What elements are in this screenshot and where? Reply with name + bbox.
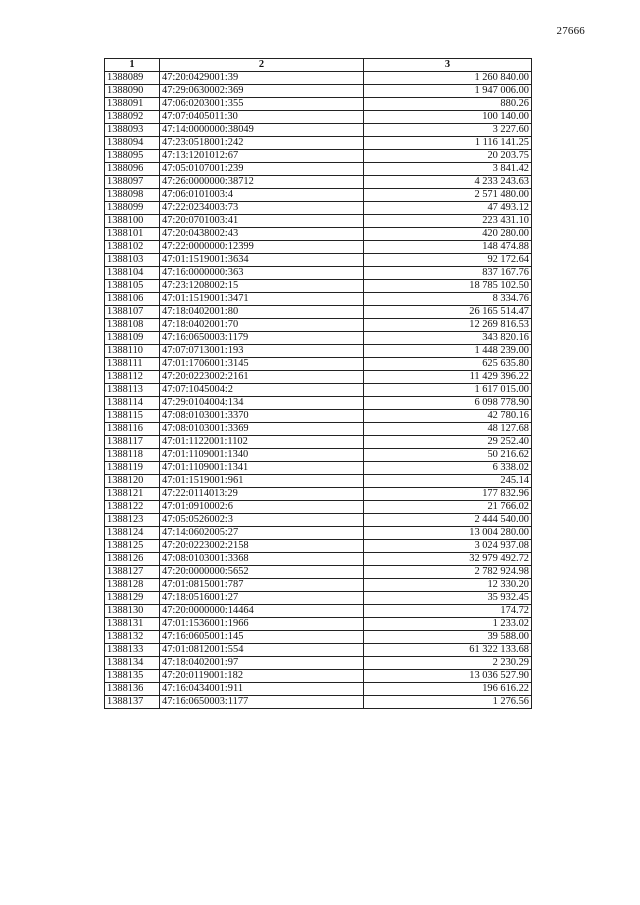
record-number-cell: 1388134 (105, 657, 160, 670)
cadastral-number-cell: 47:16:0605001:145 (160, 631, 364, 644)
cadastral-number-cell: 47:01:0815001:787 (160, 579, 364, 592)
value-cell: 20 203.75 (364, 150, 532, 163)
cadastral-number-cell: 47:08:0103001:3369 (160, 423, 364, 436)
record-number-cell: 1388131 (105, 618, 160, 631)
value-cell: 18 785 102.50 (364, 280, 532, 293)
value-cell: 13 036 527.90 (364, 670, 532, 683)
value-cell: 1 617 015.00 (364, 384, 532, 397)
table-row (105, 527, 532, 540)
cadastral-number-cell: 47:20:0438002:43 (160, 228, 364, 241)
cadastral-number-cell: 47:16:0000000:363 (160, 267, 364, 280)
table-row (105, 280, 532, 293)
cadastral-number-cell: 47:01:1706001:3145 (160, 358, 364, 371)
value-cell: 1 260 840.00 (364, 72, 532, 85)
value-cell: 12 330.20 (364, 579, 532, 592)
table-row (105, 657, 532, 670)
cadastral-number-cell: 47:01:1122001:1102 (160, 436, 364, 449)
cadastral-number-cell: 47:01:0910002:6 (160, 501, 364, 514)
value-cell: 6 098 778.90 (364, 397, 532, 410)
table-row (105, 670, 532, 683)
record-number-cell: 1388114 (105, 397, 160, 410)
cadastral-number-cell: 47:20:0000000:14464 (160, 605, 364, 618)
record-number-cell: 1388100 (105, 215, 160, 228)
registry-table (104, 58, 532, 709)
table-row (105, 436, 532, 449)
cadastral-number-cell: 47:07:1045004:2 (160, 384, 364, 397)
cadastral-number-cell: 47:01:1536001:1966 (160, 618, 364, 631)
value-cell: 29 252.40 (364, 436, 532, 449)
column-header-2: 2 (160, 59, 364, 72)
cadastral-number-cell: 47:20:0701003:41 (160, 215, 364, 228)
record-number-cell: 1388111 (105, 358, 160, 371)
cadastral-number-cell: 47:01:1519001:961 (160, 475, 364, 488)
cadastral-number-cell: 47:08:0103001:3370 (160, 410, 364, 423)
value-cell: 3 024 937.08 (364, 540, 532, 553)
value-cell: 35 932.45 (364, 592, 532, 605)
table-row (105, 319, 532, 332)
record-number-cell: 1388093 (105, 124, 160, 137)
record-number-cell: 1388126 (105, 553, 160, 566)
value-cell: 3 227.60 (364, 124, 532, 137)
record-number-cell: 1388117 (105, 436, 160, 449)
table-row (105, 98, 532, 111)
cadastral-number-cell: 47:08:0103001:3368 (160, 553, 364, 566)
value-cell: 148 474.88 (364, 241, 532, 254)
cadastral-number-cell: 47:16:0650003:1179 (160, 332, 364, 345)
cadastral-number-cell: 47:18:0516001:27 (160, 592, 364, 605)
table-row (105, 241, 532, 254)
value-cell: 6 338.02 (364, 462, 532, 475)
cadastral-number-cell: 47:29:0630002:369 (160, 85, 364, 98)
cadastral-number-cell: 47:26:0000000:38712 (160, 176, 364, 189)
table-row (105, 644, 532, 657)
record-number-cell: 1388113 (105, 384, 160, 397)
value-cell: 625 635.80 (364, 358, 532, 371)
record-number-cell: 1388091 (105, 98, 160, 111)
value-cell: 4 233 243.63 (364, 176, 532, 189)
table-row (105, 358, 532, 371)
record-number-cell: 1388116 (105, 423, 160, 436)
record-number-cell: 1388129 (105, 592, 160, 605)
cadastral-number-cell: 47:23:1208002:15 (160, 280, 364, 293)
cadastral-number-cell: 47:18:0402001:97 (160, 657, 364, 670)
value-cell: 13 004 280.00 (364, 527, 532, 540)
value-cell: 32 979 492.72 (364, 553, 532, 566)
record-number-cell: 1388120 (105, 475, 160, 488)
table-row (105, 423, 532, 436)
table-header-row (105, 59, 532, 72)
value-cell: 880.26 (364, 98, 532, 111)
cadastral-number-cell: 47:07:0713001:193 (160, 345, 364, 358)
cadastral-number-cell: 47:14:0000000:38049 (160, 124, 364, 137)
value-cell: 1 448 239.00 (364, 345, 532, 358)
record-number-cell: 1388099 (105, 202, 160, 215)
cadastral-number-cell: 47:01:1109001:1340 (160, 449, 364, 462)
table-row (105, 345, 532, 358)
cadastral-number-cell: 47:20:0223002:2158 (160, 540, 364, 553)
record-number-cell: 1388115 (105, 410, 160, 423)
table-row (105, 306, 532, 319)
record-number-cell: 1388108 (105, 319, 160, 332)
record-number-cell: 1388118 (105, 449, 160, 462)
value-cell: 1 276.56 (364, 696, 532, 709)
cadastral-number-cell: 47:01:1109001:1341 (160, 462, 364, 475)
record-number-cell: 1388090 (105, 85, 160, 98)
record-number-cell: 1388124 (105, 527, 160, 540)
record-number-cell: 1388122 (105, 501, 160, 514)
value-cell: 8 334.76 (364, 293, 532, 306)
table-row (105, 696, 532, 709)
cadastral-number-cell: 47:16:0650003:1177 (160, 696, 364, 709)
table-row (105, 449, 532, 462)
table-row (105, 124, 532, 137)
table-row (105, 267, 532, 280)
table-row (105, 254, 532, 267)
page-number: 27666 (556, 25, 585, 37)
value-cell: 420 280.00 (364, 228, 532, 241)
record-number-cell: 1388105 (105, 280, 160, 293)
cadastral-number-cell: 47:22:0114013:29 (160, 488, 364, 501)
cadastral-number-cell: 47:18:0402001:70 (160, 319, 364, 332)
cadastral-number-cell: 47:18:0402001:80 (160, 306, 364, 319)
record-number-cell: 1388128 (105, 579, 160, 592)
cadastral-number-cell: 47:01:1519001:3634 (160, 254, 364, 267)
table-row (105, 85, 532, 98)
record-number-cell: 1388133 (105, 644, 160, 657)
table-row (105, 514, 532, 527)
record-number-cell: 1388092 (105, 111, 160, 124)
value-cell: 39 588.00 (364, 631, 532, 644)
value-cell: 1 233.02 (364, 618, 532, 631)
table-row (105, 384, 532, 397)
cadastral-number-cell: 47:01:0812001:554 (160, 644, 364, 657)
cadastral-number-cell: 47:20:0429001:39 (160, 72, 364, 85)
cadastral-number-cell: 47:22:0234003:73 (160, 202, 364, 215)
cadastral-number-cell: 47:22:0000000:12399 (160, 241, 364, 254)
table-row (105, 332, 532, 345)
record-number-cell: 1388095 (105, 150, 160, 163)
table-row (105, 228, 532, 241)
value-cell: 100 140.00 (364, 111, 532, 124)
table-row (105, 475, 532, 488)
table-row (105, 137, 532, 150)
value-cell: 2 571 480.00 (364, 189, 532, 202)
record-number-cell: 1388104 (105, 267, 160, 280)
table-row (105, 202, 532, 215)
record-number-cell: 1388107 (105, 306, 160, 319)
record-number-cell: 1388112 (105, 371, 160, 384)
table-row (105, 501, 532, 514)
value-cell: 42 780.16 (364, 410, 532, 423)
record-number-cell: 1388098 (105, 189, 160, 202)
table-row (105, 592, 532, 605)
value-cell: 11 429 396.22 (364, 371, 532, 384)
table-row (105, 488, 532, 501)
value-cell: 48 127.68 (364, 423, 532, 436)
cadastral-number-cell: 47:13:1201012:67 (160, 150, 364, 163)
cadastral-number-cell: 47:06:0101003:4 (160, 189, 364, 202)
table-row (105, 462, 532, 475)
value-cell: 223 431.10 (364, 215, 532, 228)
table-row (105, 215, 532, 228)
record-number-cell: 1388106 (105, 293, 160, 306)
table-row (105, 293, 532, 306)
table-row (105, 397, 532, 410)
record-number-cell: 1388110 (105, 345, 160, 358)
cadastral-number-cell: 47:05:0526002:3 (160, 514, 364, 527)
value-cell: 177 832.96 (364, 488, 532, 501)
value-cell: 21 766.02 (364, 501, 532, 514)
table-row (105, 553, 532, 566)
record-number-cell: 1388127 (105, 566, 160, 579)
value-cell: 1 947 006.00 (364, 85, 532, 98)
value-cell: 837 167.76 (364, 267, 532, 280)
record-number-cell: 1388121 (105, 488, 160, 501)
record-number-cell: 1388137 (105, 696, 160, 709)
record-number-cell: 1388123 (105, 514, 160, 527)
value-cell: 2 230.29 (364, 657, 532, 670)
cadastral-number-cell: 47:16:0434001:911 (160, 683, 364, 696)
table-row (105, 111, 532, 124)
record-number-cell: 1388135 (105, 670, 160, 683)
record-number-cell: 1388102 (105, 241, 160, 254)
cadastral-number-cell: 47:20:0119001:182 (160, 670, 364, 683)
table-row (105, 566, 532, 579)
column-header-3: 3 (364, 59, 532, 72)
table-row (105, 540, 532, 553)
record-number-cell: 1388103 (105, 254, 160, 267)
value-cell: 92 172.64 (364, 254, 532, 267)
value-cell: 26 165 514.47 (364, 306, 532, 319)
cadastral-number-cell: 47:23:0518001:242 (160, 137, 364, 150)
column-header-1: 1 (105, 59, 160, 72)
value-cell: 343 820.16 (364, 332, 532, 345)
record-number-cell: 1388101 (105, 228, 160, 241)
value-cell: 50 216.62 (364, 449, 532, 462)
value-cell: 12 269 816.53 (364, 319, 532, 332)
table-row (105, 150, 532, 163)
record-number-cell: 1388097 (105, 176, 160, 189)
record-number-cell: 1388089 (105, 72, 160, 85)
table-row (105, 631, 532, 644)
record-number-cell: 1388094 (105, 137, 160, 150)
table-row (105, 176, 532, 189)
cadastral-number-cell: 47:06:0203001:355 (160, 98, 364, 111)
value-cell: 245.14 (364, 475, 532, 488)
record-number-cell: 1388096 (105, 163, 160, 176)
table-row (105, 371, 532, 384)
table-body (105, 72, 532, 709)
table-row (105, 72, 532, 85)
record-number-cell: 1388132 (105, 631, 160, 644)
value-cell: 61 322 133.68 (364, 644, 532, 657)
record-number-cell: 1388125 (105, 540, 160, 553)
table-row (105, 605, 532, 618)
table-row (105, 163, 532, 176)
record-number-cell: 1388136 (105, 683, 160, 696)
value-cell: 2 782 924.98 (364, 566, 532, 579)
cadastral-number-cell: 47:29:0104004:134 (160, 397, 364, 410)
value-cell: 47 493.12 (364, 202, 532, 215)
record-number-cell: 1388109 (105, 332, 160, 345)
cadastral-number-cell: 47:14:0602005:27 (160, 527, 364, 540)
value-cell: 2 444 540.00 (364, 514, 532, 527)
cadastral-number-cell: 47:20:0000000:5652 (160, 566, 364, 579)
cadastral-number-cell: 47:05:0107001:239 (160, 163, 364, 176)
cadastral-number-cell: 47:01:1519001:3471 (160, 293, 364, 306)
cadastral-number-cell: 47:20:0223002:2161 (160, 371, 364, 384)
table-row (105, 618, 532, 631)
table-row (105, 579, 532, 592)
table-row (105, 683, 532, 696)
record-number-cell: 1388130 (105, 605, 160, 618)
value-cell: 3 841.42 (364, 163, 532, 176)
value-cell: 174.72 (364, 605, 532, 618)
cadastral-number-cell: 47:07:0405011:30 (160, 111, 364, 124)
value-cell: 1 116 141.25 (364, 137, 532, 150)
table-row (105, 189, 532, 202)
value-cell: 196 616.22 (364, 683, 532, 696)
record-number-cell: 1388119 (105, 462, 160, 475)
table-row (105, 410, 532, 423)
